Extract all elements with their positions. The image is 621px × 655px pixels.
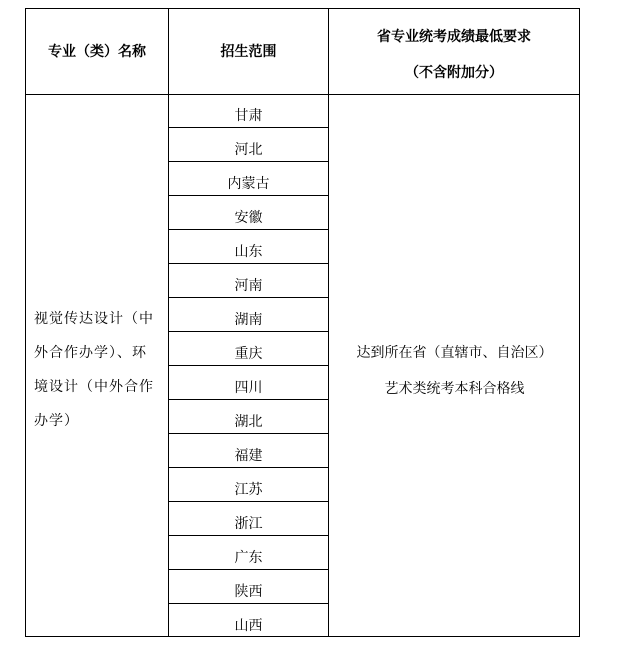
region-cell: 广东 (234, 550, 263, 566)
major-name-line: 视觉传达设计（中 (34, 311, 154, 327)
region-cell: 重庆 (234, 346, 263, 362)
region-cell: 湖南 (234, 312, 263, 328)
header-scope: 招生范围 (220, 44, 277, 60)
table-left-border (25, 8, 26, 637)
region-cell: 河北 (234, 142, 263, 158)
major-name-cell (34, 302, 164, 438)
region-cell: 山西 (234, 618, 263, 634)
region-cell: 河南 (234, 278, 263, 294)
region-cell: 江苏 (234, 482, 263, 498)
requirement-line: 达到所在省（直辖市、自治区） (356, 345, 553, 361)
region-cell: 内蒙古 (227, 176, 270, 192)
column-divider-2 (328, 8, 329, 637)
header-requirement-line2: （不含附加分） (405, 65, 503, 81)
header-requirement-line1: 省专业统考成绩最低要求 (377, 29, 531, 45)
header-major: 专业（类）名称 (48, 44, 146, 60)
header-bottom-border (25, 94, 580, 95)
requirement-line: 艺术类统考本科合格线 (384, 381, 525, 397)
region-cell: 福建 (234, 448, 263, 464)
region-cell: 陕西 (234, 584, 263, 600)
region-cell: 湖北 (234, 414, 263, 430)
region-cell: 山东 (234, 244, 263, 260)
region-cell: 安徽 (234, 210, 263, 226)
region-cell: 浙江 (234, 516, 263, 532)
major-name-line: 办学） (34, 413, 79, 429)
major-name-line: 境设计（中外合作 (34, 379, 154, 395)
major-name-line: 外合作办学）、环 (34, 345, 147, 361)
table-top-border (25, 8, 580, 9)
region-cell: 甘肃 (234, 108, 263, 124)
table-right-border (579, 8, 580, 637)
region-cell: 四川 (234, 380, 263, 396)
column-divider-1 (168, 8, 169, 637)
